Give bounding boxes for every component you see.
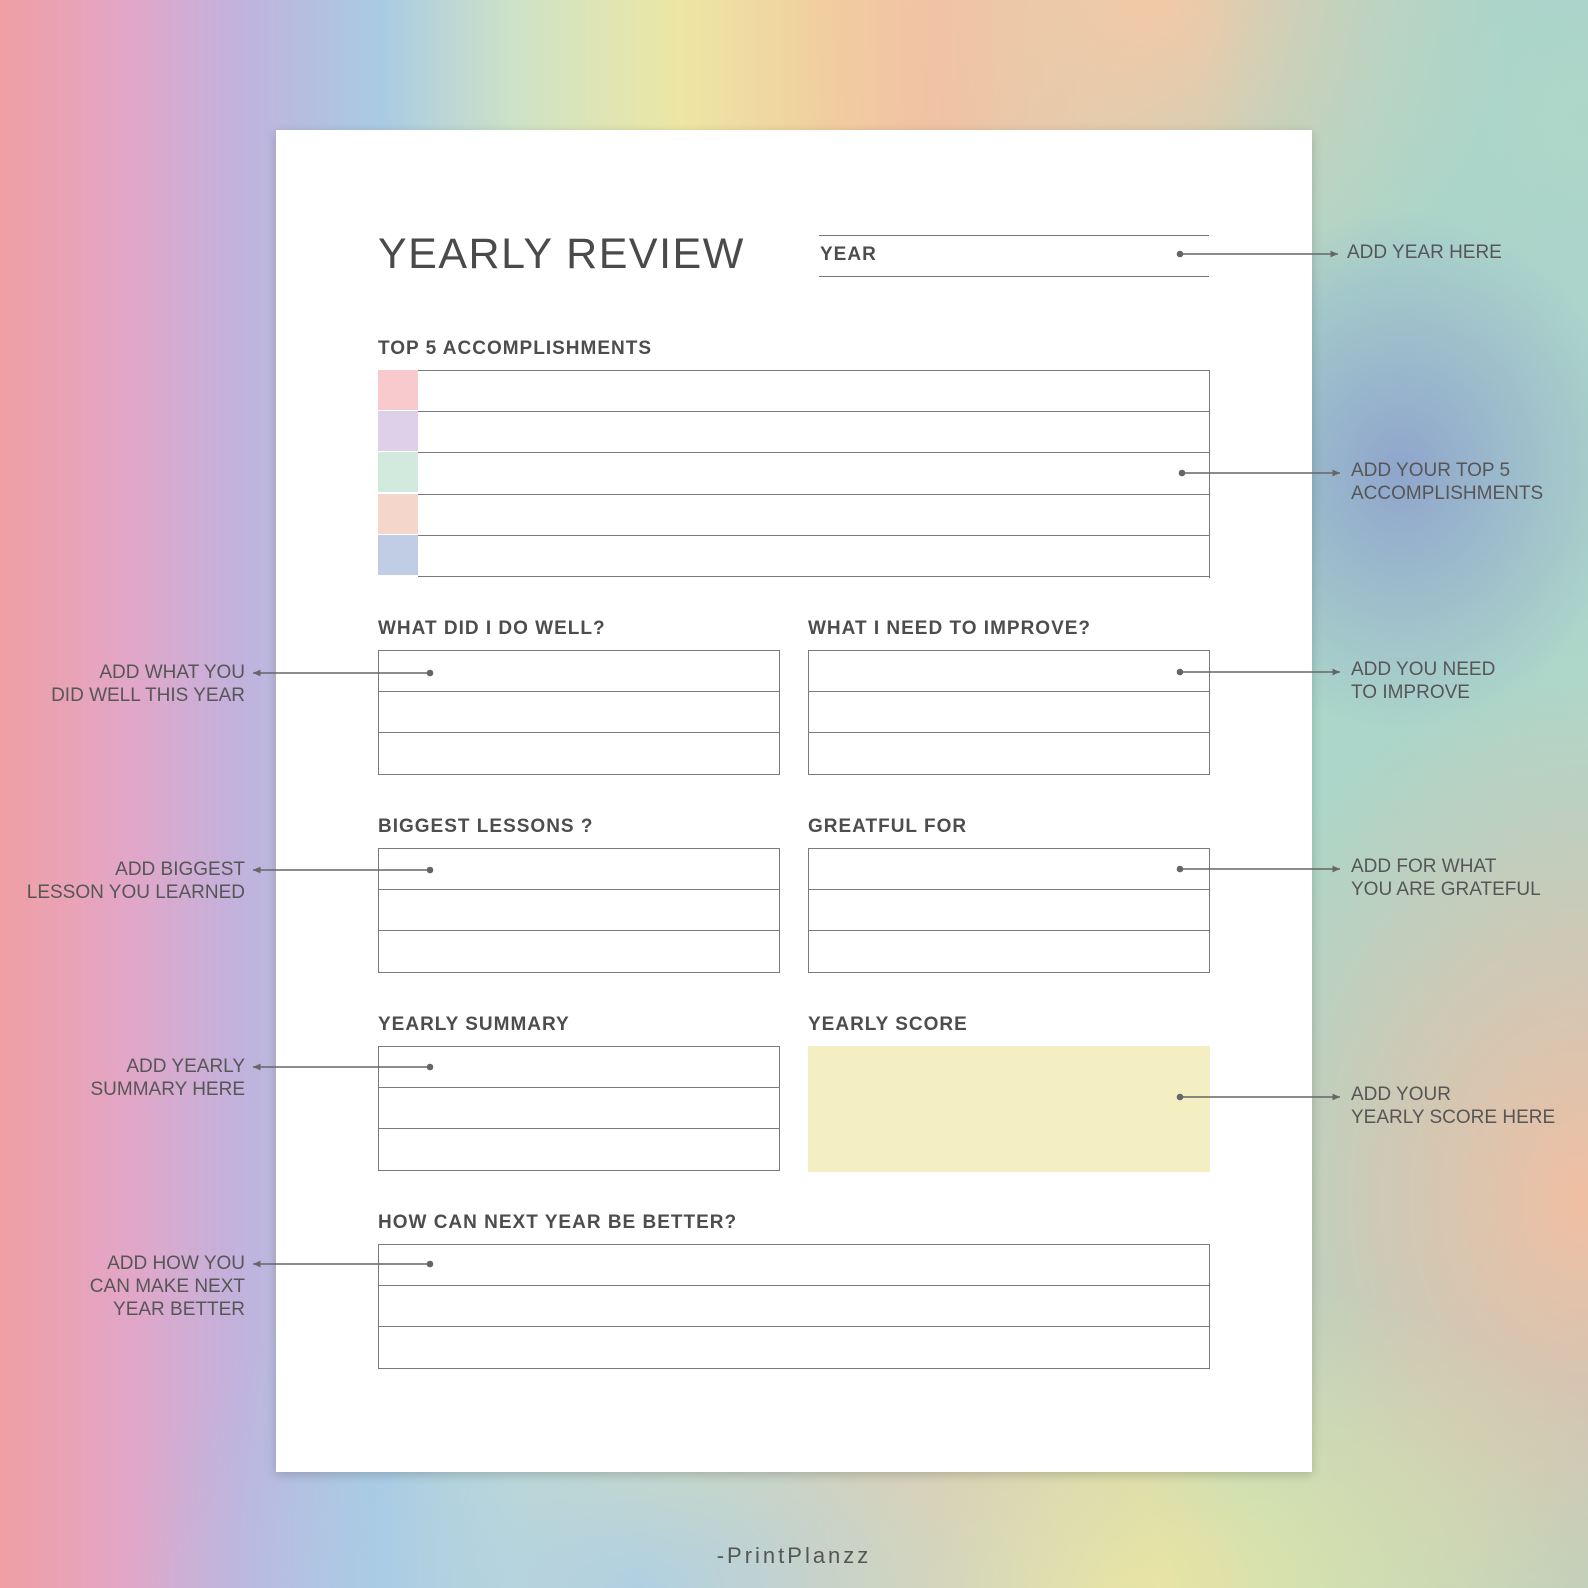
lessons-row[interactable]: [379, 931, 779, 972]
improve-heading: WHAT I NEED TO IMPROVE?: [808, 618, 1092, 639]
accomplishment-row[interactable]: [418, 370, 1210, 371]
note-line: YEARLY SCORE HERE: [1351, 1107, 1556, 1128]
note-line: ACCOMPLISHMENTS: [1351, 483, 1544, 504]
did-well-heading: WHAT DID I DO WELL?: [378, 618, 606, 639]
score-heading: YEARLY SCORE: [808, 1014, 968, 1035]
note-line: ADD YEAR HERE: [1347, 242, 1502, 263]
note-line: SUMMARY HERE: [90, 1079, 245, 1100]
page-title: YEARLY REVIEW: [378, 230, 745, 278]
note-line: LESSON YOU LEARNED: [26, 882, 245, 903]
accomplishment-row[interactable]: [418, 535, 1210, 536]
note-line: ADD HOW YOU: [107, 1253, 245, 1274]
note-accomplishments: [1351, 459, 1543, 505]
did-well-row[interactable]: [379, 692, 779, 733]
year-label: YEAR: [820, 244, 877, 265]
improve-row[interactable]: [809, 692, 1209, 733]
note-line: CAN MAKE NEXT: [89, 1276, 245, 1297]
next-year-box: [378, 1244, 1210, 1369]
improve-box: [808, 650, 1210, 775]
note-did-well: [51, 661, 245, 707]
note-line: TO IMPROVE: [1351, 682, 1470, 703]
note-score: [1351, 1083, 1555, 1129]
accomplishment-right-border: [1209, 370, 1210, 578]
year-input-line[interactable]: [819, 276, 1209, 277]
next-year-row[interactable]: [379, 1286, 1209, 1327]
worksheet-page: [276, 130, 1312, 1472]
did-well-row[interactable]: [379, 733, 779, 774]
lessons-row[interactable]: [379, 849, 779, 890]
note-line: YEAR BETTER: [113, 1299, 245, 1320]
note-summary: [91, 1055, 246, 1101]
note-grateful: [1351, 855, 1541, 901]
year-top-line: [819, 235, 1209, 236]
note-lessons: [27, 858, 245, 904]
grateful-box: [808, 848, 1210, 973]
accomplishment-row[interactable]: [418, 411, 1210, 412]
accomplishments-list: [378, 370, 1210, 578]
note-line: ADD YOUR: [1351, 1084, 1451, 1105]
accomplishment-swatch: [378, 370, 418, 410]
accomplishment-swatch: [378, 535, 418, 575]
next-year-heading: HOW CAN NEXT YEAR BE BETTER?: [378, 1212, 738, 1233]
improve-row[interactable]: [809, 651, 1209, 692]
summary-heading: YEARLY SUMMARY: [378, 1014, 570, 1035]
summary-box: [378, 1046, 780, 1171]
accomplishments-heading: TOP 5 ACCOMPLISHMENTS: [378, 338, 653, 359]
lessons-row[interactable]: [379, 890, 779, 931]
grateful-row[interactable]: [809, 890, 1209, 931]
lessons-box: [378, 848, 780, 973]
grateful-heading: GREATFUL FOR: [808, 816, 968, 837]
note-line: ADD YOUR TOP 5: [1351, 460, 1511, 481]
score-box[interactable]: [808, 1046, 1210, 1172]
brand-footer: -PrintPlanzz: [716, 1543, 872, 1568]
grateful-row[interactable]: [809, 849, 1209, 890]
improve-row[interactable]: [809, 733, 1209, 774]
note-line: ADD FOR WHAT: [1351, 856, 1497, 877]
accomplishment-swatch: [378, 411, 418, 451]
note-line: ADD WHAT YOU: [99, 662, 245, 683]
summary-row[interactable]: [379, 1129, 779, 1170]
summary-row[interactable]: [379, 1047, 779, 1088]
summary-row[interactable]: [379, 1088, 779, 1129]
did-well-box: [378, 650, 780, 775]
note-line: YOU ARE GRATEFUL: [1351, 879, 1541, 900]
accomplishment-bottom-line: [418, 576, 1210, 577]
did-well-row[interactable]: [379, 651, 779, 692]
note-improve: [1351, 658, 1495, 704]
grateful-row[interactable]: [809, 931, 1209, 972]
accomplishment-swatch: [378, 494, 418, 534]
next-year-row[interactable]: [379, 1327, 1209, 1368]
note-line: ADD YEARLY: [126, 1056, 245, 1077]
lessons-heading: BIGGEST LESSONS ?: [378, 816, 594, 837]
note-line: DID WELL THIS YEAR: [51, 685, 245, 706]
accomplishment-row[interactable]: [418, 494, 1210, 495]
note-line: ADD BIGGEST: [115, 859, 245, 880]
note-year: [1347, 241, 1502, 264]
note-next-year: [90, 1252, 245, 1321]
accomplishment-row[interactable]: [418, 452, 1210, 453]
next-year-row[interactable]: [379, 1245, 1209, 1286]
accomplishment-swatch: [378, 452, 418, 492]
note-line: ADD YOU NEED: [1351, 659, 1496, 680]
